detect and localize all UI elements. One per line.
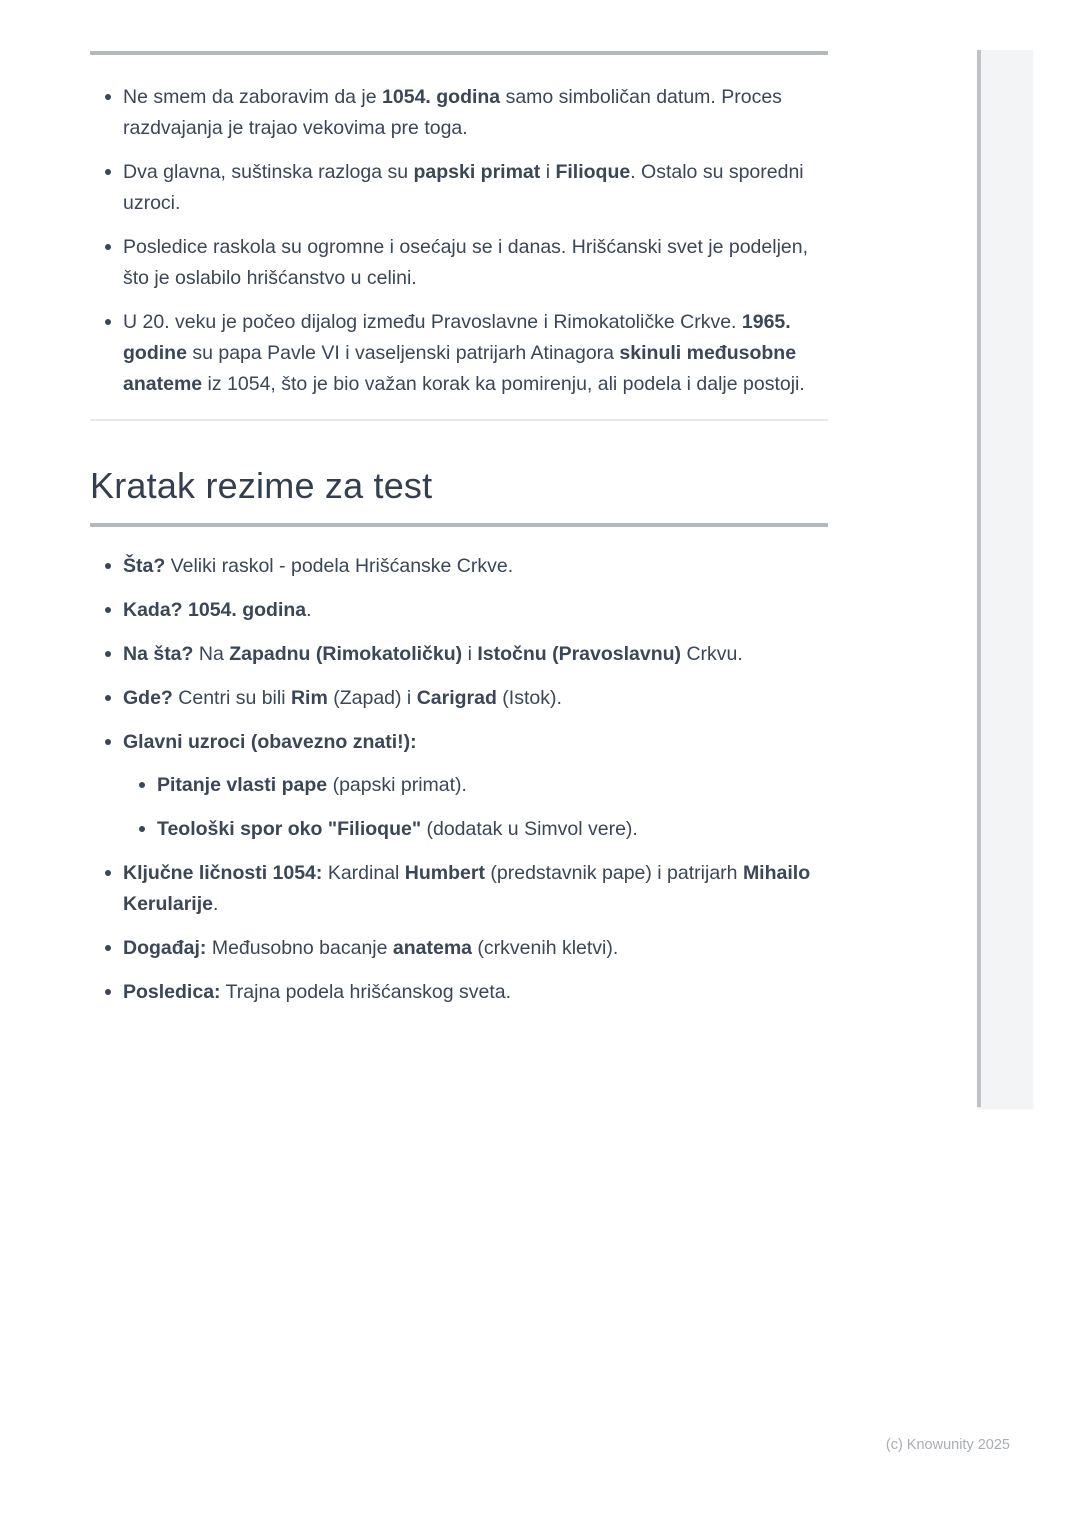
list-item-text: Na šta? Na Zapadnu (Rimokatoličku) i Istočnu (Pravoslavnu) Crkvu.: [123, 643, 743, 665]
section-heading: Kratak rezime za test: [90, 465, 433, 506]
sub-list-item: [157, 814, 828, 845]
list-item: [123, 639, 828, 670]
heading-underline: [90, 523, 828, 527]
list-item: [123, 727, 828, 845]
sub-list-item: [157, 770, 828, 801]
list-item-text: Događaj: Međusobno bacanje anatema (crkvenih kletvi).: [123, 937, 619, 959]
list-item: [123, 683, 828, 714]
list-item: [123, 595, 828, 626]
list-item: [123, 307, 828, 400]
list-item-text: U 20. veku je počeo dijalog između Pravoslavne i Rimokatoličke Crkve. 1965. godine su papa Pavle VI i vaseljenski patrijarh Atinagora skinuli međusobne anateme iz 1054, što je bio važan korak ka pomirenju, ali podela i dalje postoji.: [123, 311, 805, 395]
sub-list: [123, 770, 828, 845]
list-item-text: Gde? Centri su bili Rim (Zapad) i Carigrad (Istok).: [123, 687, 562, 709]
list-item: [123, 933, 828, 964]
list-item-text: Kada? 1054. godina.: [123, 599, 312, 621]
list-item: [123, 157, 828, 219]
list-item-text: Pitanje vlasti pape (papski primat).: [157, 774, 467, 796]
list-item: [123, 977, 828, 1008]
list-item-text: Posledica: Trajna podela hrišćanskog sveta.: [123, 981, 512, 1003]
list-item-text: Teološki spor oko "Filioque" (dodatak u Simvol vere).: [157, 818, 638, 840]
list-item-text: Dva glavna, suštinska razloga su papski primat i Filioque. Ostalo su sporedni uzroci.: [123, 161, 804, 214]
list-item: [123, 82, 828, 144]
list-item-text: Ne smem da zaboravim da je 1054. godina samo simboličan datum. Proces razdvajanja je trajao vekovima pre toga.: [123, 86, 782, 139]
list-item: [123, 232, 828, 294]
list-item-text: Glavni uzroci (obavezno znati!):: [123, 731, 417, 753]
content-column: [90, 0, 828, 1021]
copyright-footer: (c) Knowunity 2025: [885, 1437, 1010, 1453]
list-item: [123, 551, 828, 582]
list-item: [123, 858, 828, 920]
section-divider: [90, 419, 828, 421]
notes-list: [90, 82, 828, 400]
list-item-text: Šta? Veliki raskol - podela Hrišćanske Crkve.: [123, 555, 514, 577]
summary-list: [90, 551, 828, 1008]
top-divider: [90, 51, 828, 55]
next-page-edge: [977, 50, 1033, 1107]
list-item-text: Posledice raskola su ogromne i osećaju se i danas. Hrišćanski svet je podeljen, što je oslabilo hrišćanstvo u celini.: [123, 236, 809, 289]
list-item-text: Ključne ličnosti 1054: Kardinal Humbert (predstavnik pape) i patrijarh Mihailo Kerularije.: [123, 862, 811, 915]
